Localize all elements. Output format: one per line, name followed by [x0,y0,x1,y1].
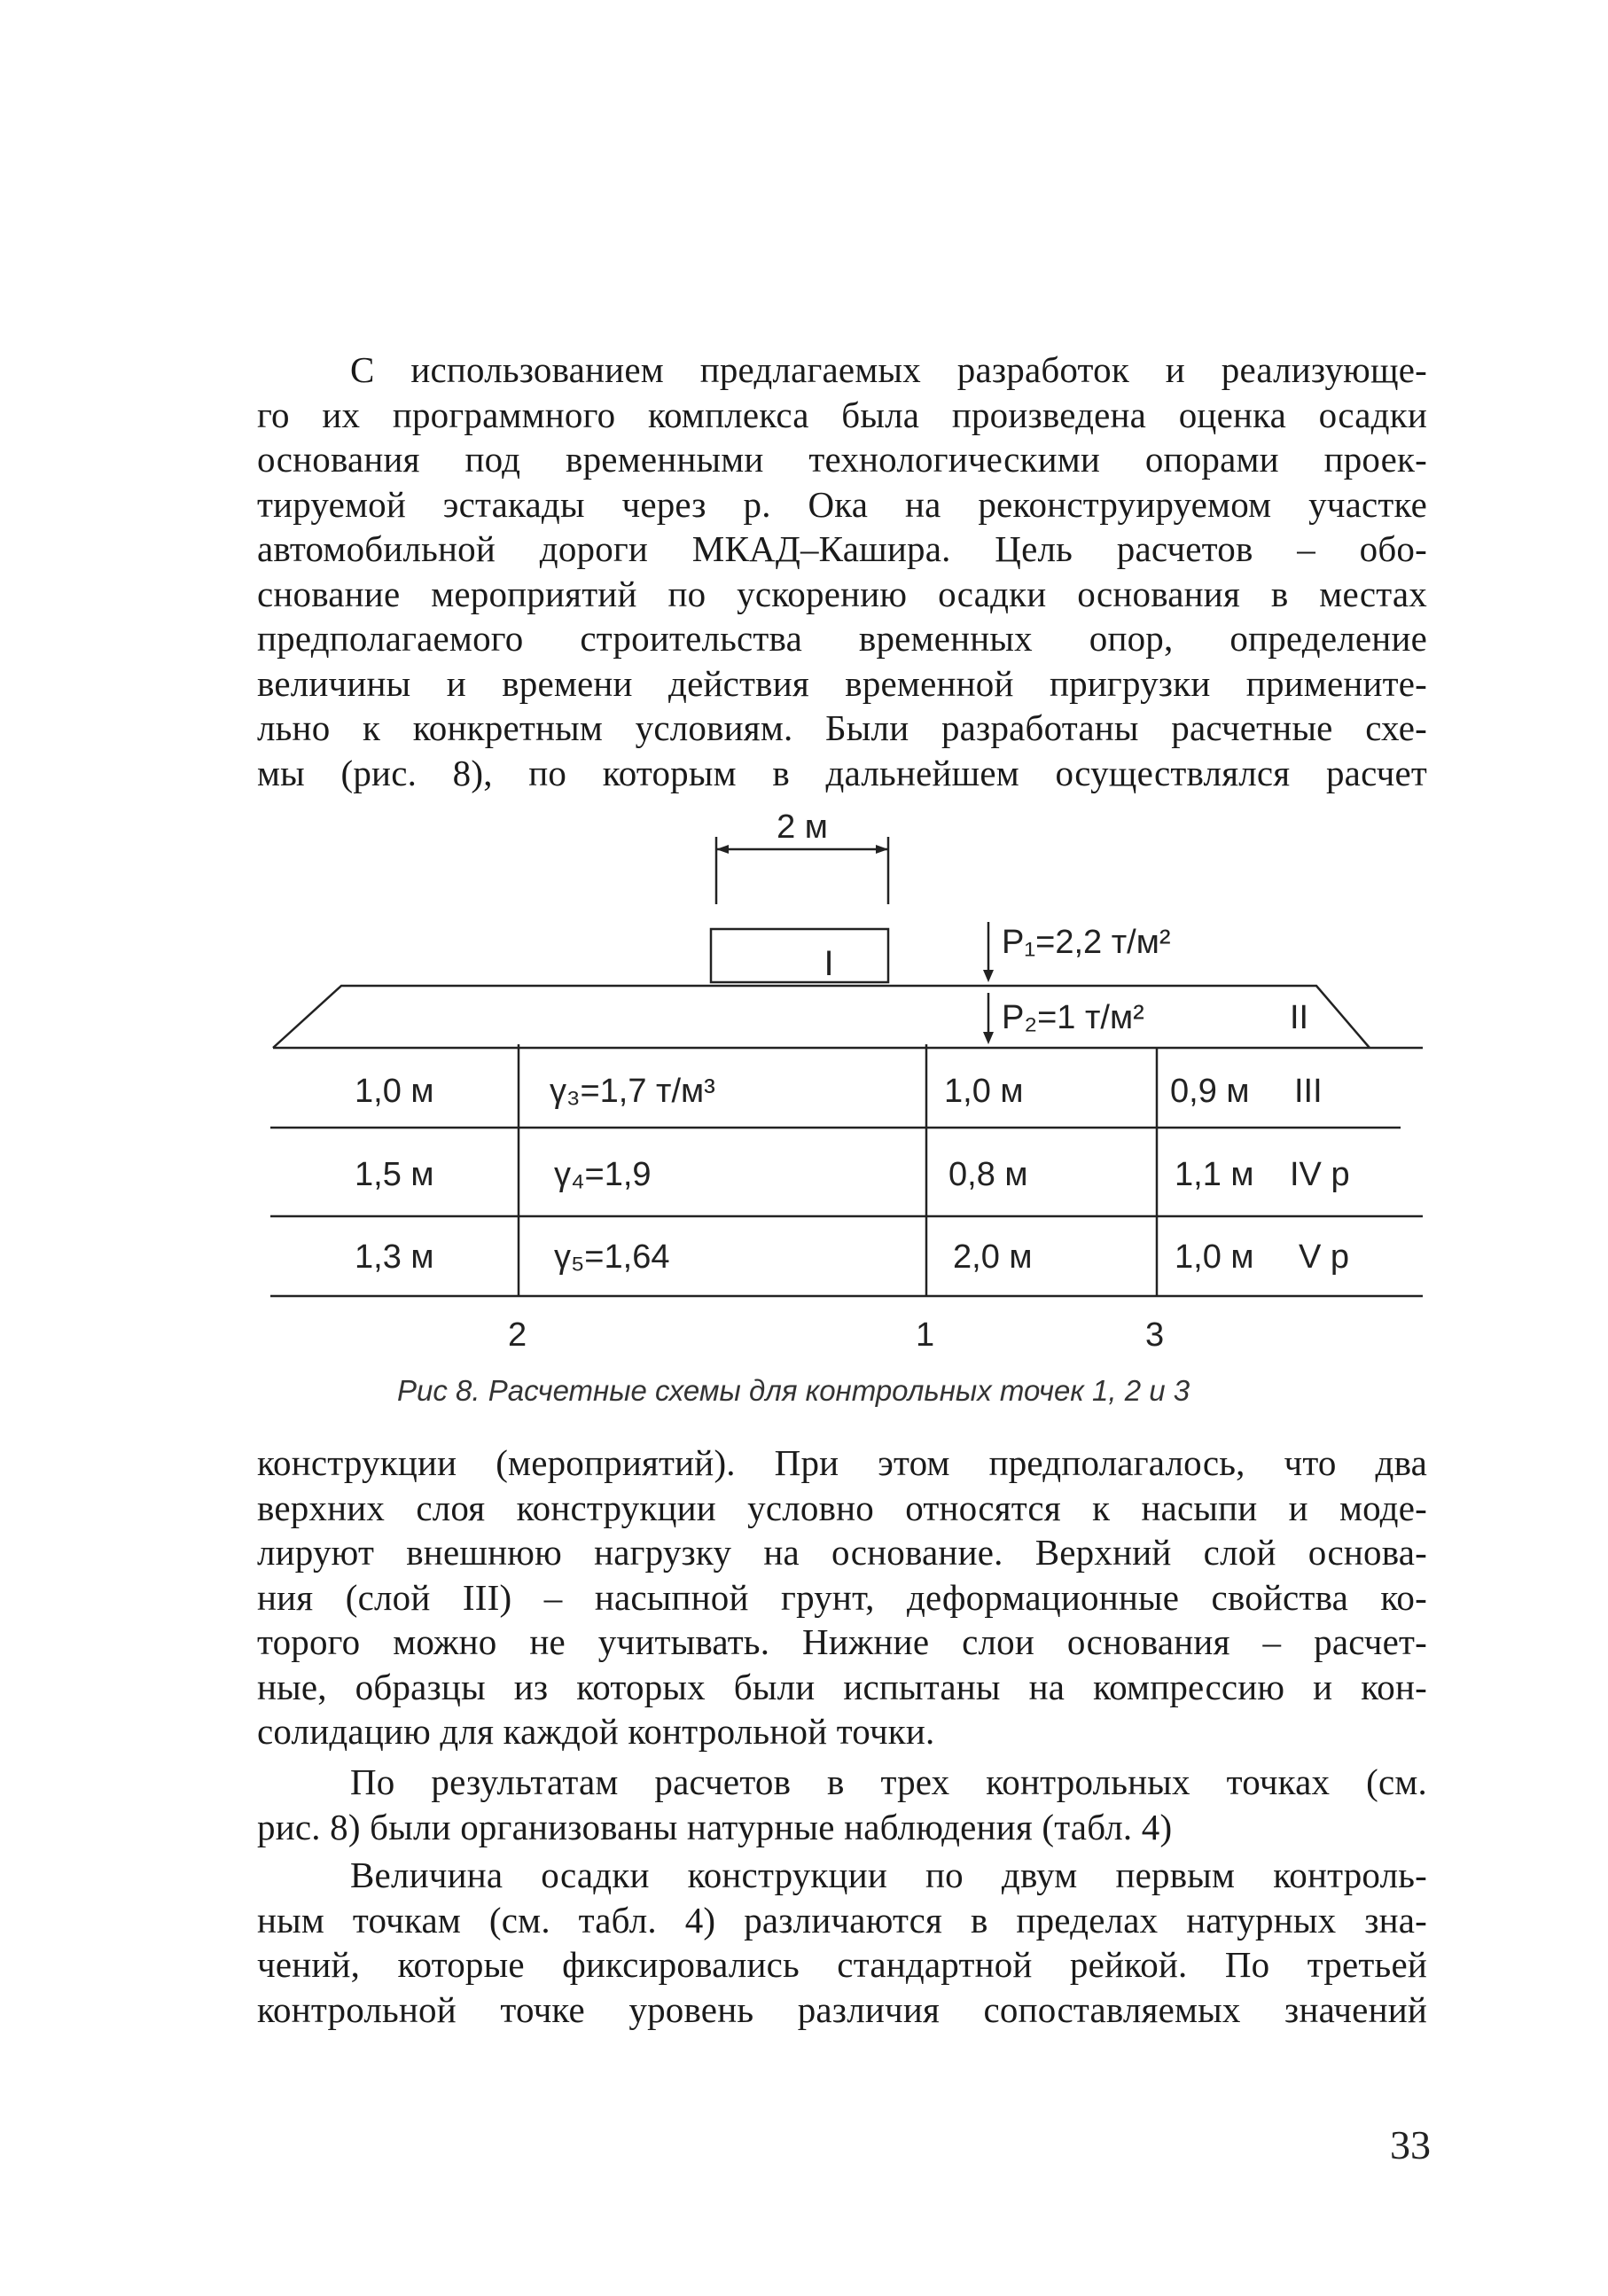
paragraph-3 [257,1760,1427,1849]
load-p1-label: P₁=2,2 т/м² [1002,924,1171,961]
point-label-2: 2 [508,1316,527,1354]
layer-label: IV р [1290,1156,1350,1193]
dimension-label: 2 м [777,808,828,846]
thickness-left: 1,0 м [355,1073,434,1110]
embankment-outline [273,986,1370,1048]
thickness-right: 1,1 м [1175,1156,1254,1193]
text-line: снование мероприятий по ускорению осадки основания в местах [257,573,1427,614]
text-line: ным точкам (см. табл. 4) различаются в пределах натурных зна- [257,1899,1427,1941]
text-line: По результатам расчетов в трех контрольных точках (см. [350,1761,1427,1802]
text-line: Величина осадки конструкции по двум первым контроль- [350,1855,1427,1895]
figure-caption: Рис 8. Расчетные схемы для контрольных точек 1, 2 и 3 [397,1374,1190,1407]
text-line: верхних слоя конструкции условно относятся к насыпи и моде- [257,1487,1427,1528]
text-line: величины и времени действия временной пригрузки примените- [257,662,1427,704]
unit-weight: γ₄=1,9 [554,1156,652,1193]
point-label-3: 3 [1145,1316,1165,1354]
thickness-right: 0,9 м [1170,1073,1250,1110]
thickness-mid: 1,0 м [944,1073,1024,1110]
text-line: мы (рис. 8), по которым в дальнейшем осуществлялся расчет [257,752,1427,793]
arrowhead [716,845,729,854]
text-line: автомобильной дороги МКАД–Кашира. Цель расчетов – обо- [257,528,1427,569]
thickness-left: 1,3 м [355,1238,434,1276]
arrowhead [983,1032,994,1044]
block-label: I [824,944,834,983]
block-I [711,929,888,982]
text-line: го их программного комплекса была произведена оценка осадки [257,394,1427,435]
text-line: льно к конкретным условиям. Были разработаны расчетные схе- [257,707,1427,748]
thickness-right: 1,0 м [1175,1238,1254,1276]
text-line: контрольной точке уровень различия сопоставляемых значений [257,1988,1427,2030]
load-p2-label: P₂=1 т/м² [1002,999,1144,1036]
layer-label: V р [1299,1238,1350,1276]
unit-weight: γ₃=1,7 т/м³ [550,1073,715,1110]
arrowhead [876,845,888,854]
paragraph-2 [257,1441,1427,1754]
thickness-mid: 0,8 м [948,1156,1028,1193]
text-line: ные, образцы из которых были испытаны на компрессию и кон- [257,1666,1427,1707]
text-line: чений, которые фиксировались стандартной рейкой. По третьей [257,1944,1427,1985]
layer-II-label: II [1290,999,1309,1036]
text-line: рис. 8) были организованы натурные наблюдения (табл. 4) [257,1806,1173,1847]
text-line: тируемой эстакады через р. Ока на реконструируемом участке [257,483,1427,525]
thickness-left: 1,5 м [355,1156,434,1193]
text-line: ния (слой III) – насыпной грунт, деформационные свойства ко- [257,1576,1427,1618]
text-line: солидацию для каждой контрольной точки. [257,1711,935,1752]
text-line: лируют внешнюю нагрузку на основание. Верхний слой основа- [257,1532,1427,1573]
text-line: С использованием предлагаемых разработок и реализующе- [350,349,1427,390]
thickness-mid: 2,0 м [953,1238,1033,1276]
arrowhead [983,970,994,982]
text-line: торого можно не учитывать. Нижние слои основания – расчет- [257,1621,1427,1662]
text-line: основания под временными технологическими опорами проек- [257,439,1427,480]
page-number: 33 [1390,2122,1431,2167]
point-label-1: 1 [916,1316,935,1354]
text-line: конструкции (мероприятий). При этом предполагалось, что два [257,1442,1427,1483]
text-line: предполагаемого строительства временных опор, определение [257,618,1427,659]
layer-label: III [1294,1073,1323,1110]
unit-weight: γ₅=1,64 [554,1238,670,1276]
paragraph-4 [257,1853,1427,2032]
